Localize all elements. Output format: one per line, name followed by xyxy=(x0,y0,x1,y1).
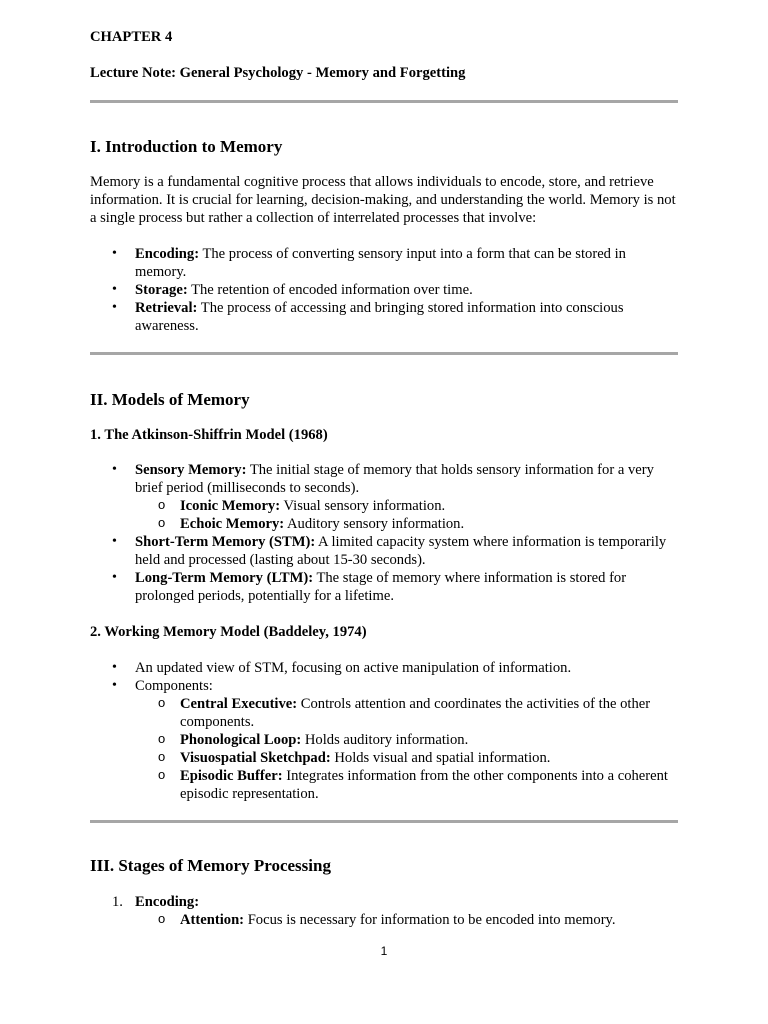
memory-processes-list xyxy=(90,245,678,335)
intro-paragraph: Memory is a fundamental cognitive process that allows individuals to encode, store, and retrieve information. It is crucial for learning, decision-making, and understanding the world. Memory is not a single process but rather a collection of interrelated processes that involve: xyxy=(90,174,676,226)
sub-list-item: o Echoic Memory: Auditory sensory information. xyxy=(90,515,678,533)
sub-list-item: o Episodic Buffer: Integrates information from the other components into a coherent episodic representation. xyxy=(90,767,678,803)
list-item: • Retrieval: The process of accessing and bringing stored information into conscious awareness. xyxy=(90,299,678,335)
sub-list-item: o Iconic Memory: Visual sensory information. xyxy=(90,497,678,515)
document-page xyxy=(90,28,678,929)
section-heading-stages: III. Stages of Memory Processing xyxy=(90,856,331,875)
chapter-label: CHAPTER 4 xyxy=(90,29,173,45)
horizontal-rule xyxy=(90,820,678,823)
atkinson-shiffrin-list xyxy=(90,461,678,605)
sub-list-item: o Central Executive: Controls attention and coordinates the activities of the other components. xyxy=(90,695,678,731)
numbered-list-item: 1. Encoding: xyxy=(112,894,200,910)
section-heading-introduction: I. Introduction to Memory xyxy=(90,137,283,156)
list-item: • Long-Term Memory (LTM): The stage of memory where information is stored for prolonged periods, potentially for a lifetime. xyxy=(90,569,678,605)
subsection-heading-working-memory: 2. Working Memory Model (Baddeley, 1974) xyxy=(90,624,367,640)
lecture-title: Lecture Note: General Psychology - Memory and Forgetting xyxy=(90,65,466,81)
list-item: • Storage: The retention of encoded information over time. xyxy=(90,281,678,299)
list-item: • Encoding: The process of converting sensory input into a form that can be stored in memory. xyxy=(90,245,678,281)
section-heading-models: II. Models of Memory xyxy=(90,390,250,409)
list-item: • Components: xyxy=(90,677,678,695)
subsection-heading-atkinson-shiffrin: 1. The Atkinson-Shiffrin Model (1968) xyxy=(90,427,328,443)
sub-list-item: o Phonological Loop: Holds auditory information. xyxy=(90,731,678,749)
horizontal-rule xyxy=(90,100,678,103)
list-item: • Sensory Memory: The initial stage of memory that holds sensory information for a very brief period (milliseconds to seconds). xyxy=(90,461,678,497)
working-memory-list xyxy=(90,659,678,803)
list-item: • Short-Term Memory (STM): A limited capacity system where information is temporarily held and processed (lasting about 15-30 seconds). xyxy=(90,533,678,569)
horizontal-rule xyxy=(90,352,678,355)
stages-list xyxy=(90,893,678,929)
sub-list-item: o Attention: Focus is necessary for information to be encoded into memory. xyxy=(90,911,678,929)
list-item: • An updated view of STM, focusing on active manipulation of information. xyxy=(90,659,678,677)
sub-list-item: o Visuospatial Sketchpad: Holds visual and spatial information. xyxy=(90,749,678,767)
page-number: 1 xyxy=(380,944,388,958)
